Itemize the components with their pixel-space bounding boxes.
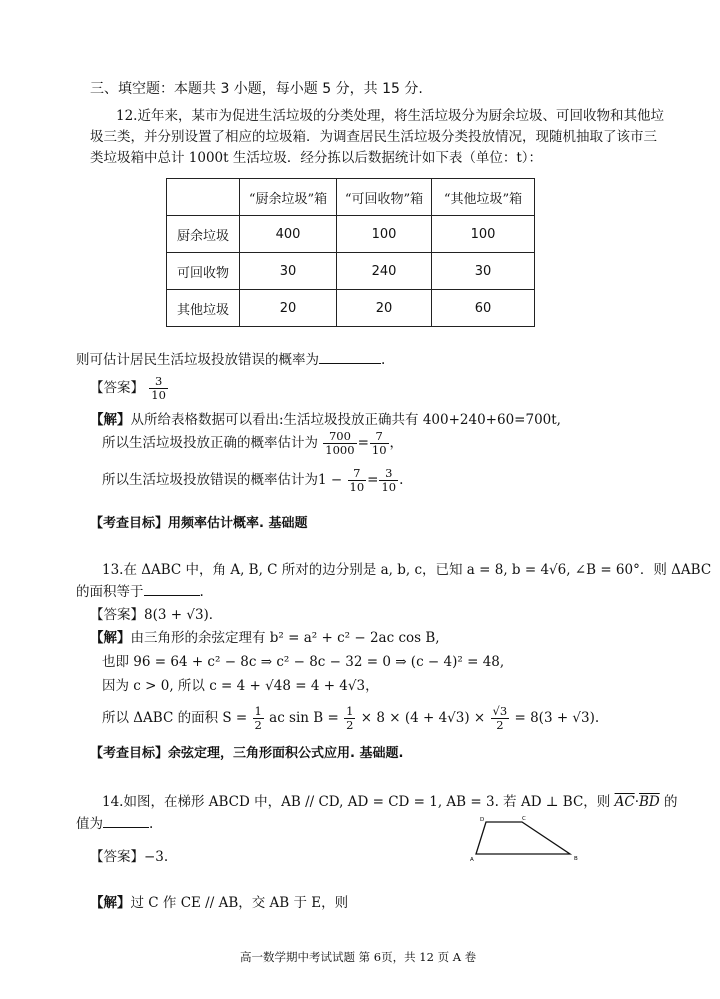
fraction: [344, 705, 355, 732]
q13-line2: [76, 580, 204, 600]
table-cell: 400: [240, 216, 337, 253]
solution-text: 所以生活垃圾投放错误的概率估计为: [102, 472, 318, 488]
solution-text: 所以 ΔABC 的面积 S =: [102, 710, 248, 726]
table-header-cell: “厨余垃圾”箱: [240, 179, 337, 216]
table-cell: 100: [337, 216, 432, 253]
vector-ac: $\overline{AC}$: [614, 794, 635, 810]
fraction: [491, 705, 510, 732]
fraction: [253, 705, 264, 732]
solution-text: 所以生活垃圾投放正确的概率估计为: [102, 435, 318, 451]
q12-line3: 类垃圾箱中总计 1000t 生活垃圾．经分拣以后数据统计如下表（单位：t）：: [90, 150, 543, 166]
fraction-denominator: 10: [349, 480, 365, 494]
q12-data-table: [166, 178, 535, 327]
q12-target: 【考查目标】用频率估计概率. 基础题: [90, 516, 308, 531]
vector-bd: $\overline{BD}$: [638, 794, 660, 810]
section-header: 三、填空题：本题共 3 小题，每小题 5 分，共 15 分.: [90, 81, 423, 97]
answer-tag: 【答案】: [90, 607, 144, 623]
fraction-denominator: 10: [381, 480, 397, 494]
fraction-numerator: 700: [323, 430, 356, 444]
math-term: = 8(3 + √3).: [514, 710, 600, 726]
table-cell: 30: [432, 253, 535, 290]
table-row: [167, 216, 535, 253]
table-header-cell: [167, 179, 240, 216]
fraction: [323, 430, 356, 457]
answer-value: 8(3 + √3)．: [144, 607, 223, 623]
fraction-denominator: 2: [254, 718, 262, 732]
table-cell: 其他垃圾: [167, 290, 240, 327]
q12-solution-line3: [102, 467, 403, 494]
fraction-denominator: 10: [371, 443, 387, 457]
fraction-denominator: 1000: [325, 443, 355, 457]
question-text: 的面积等于: [76, 584, 144, 600]
punctuation: .: [149, 816, 154, 832]
table-cell: 20: [240, 290, 337, 327]
q14-solution-line1: [90, 891, 348, 911]
question-text: 的: [664, 794, 678, 810]
q12-question-text: 则可估计居民生活垃圾投放错误的概率为: [76, 352, 319, 368]
q12-solution-line1: [90, 408, 561, 428]
dot-operator: ·: [634, 794, 639, 810]
answer-blank: [103, 827, 149, 828]
vertex-label-d: D: [480, 817, 485, 823]
math-term: 1 −: [318, 472, 343, 488]
q13-solution-line2: 也即 96 = 64 + c² − 8c ⇒ c² − 8c − 32 = 0 ⇒ (c − 4)² = 48,: [102, 654, 505, 670]
equals-sign: =: [367, 472, 379, 488]
table-cell: 240: [337, 253, 432, 290]
fraction: [348, 467, 367, 494]
fraction-numerator: 1: [254, 704, 262, 718]
fraction-denominator: 2: [346, 718, 354, 732]
table-cell: 20: [337, 290, 432, 327]
q12-line1: 12.近年来，某市为促进生活垃圾的分类处理，将生活垃圾分为厨余垃圾、可回收物和其他垃: [116, 108, 664, 124]
q14-line2: [76, 812, 153, 832]
answer-tag: 【答案】: [90, 849, 144, 865]
q14-line1: [102, 790, 678, 810]
fraction-numerator: 3: [379, 467, 398, 481]
answer-fraction: [149, 375, 168, 402]
solution-text: 过 C 作 CE // AB，交 AB 于 E，则: [130, 895, 349, 911]
fraction: [379, 467, 398, 494]
fraction-numerator: 1: [346, 704, 354, 718]
answer-value: −3.: [144, 849, 169, 865]
q13-target: 【考查目标】余弦定理，三角形面积公式应用. 基础题.: [90, 746, 404, 761]
fraction-denominator: 2: [496, 718, 504, 732]
trapezoid-outline: [476, 822, 570, 854]
answer-blank: [144, 595, 200, 596]
fraction-numerator: 7: [370, 430, 389, 444]
q13-solution-line4: [102, 705, 599, 732]
vertex-label-c: C: [522, 816, 526, 822]
table-cell: 60: [432, 290, 535, 327]
table-header-cell: “可回收物”箱: [337, 179, 432, 216]
q13-answer: [90, 603, 222, 623]
math-term: × 8 × (4 + 4√3) ×: [360, 710, 486, 726]
answer-blank: [319, 363, 381, 364]
page-footer: 高一数学期中考试试题 第 6页，共 12 页 A 卷: [240, 950, 477, 964]
math-term: ac sin B =: [269, 710, 339, 726]
table-cell: 30: [240, 253, 337, 290]
punctuation: ，: [389, 435, 404, 451]
vertex-label-a: A: [470, 857, 474, 863]
table-header-cell: “其他垃圾”箱: [432, 179, 535, 216]
answer-tag: 【答案】: [90, 380, 144, 396]
q13-solution-line1: [90, 626, 440, 646]
table-row: [167, 253, 535, 290]
q12-answer: [90, 375, 169, 402]
q13-line1: 13.在 ΔABC 中，角 A, B, C 所对的边分别是 a, b, c，已知 a = 8, b = 4√6, ∠B = 60°．则 ΔABC: [102, 562, 712, 578]
fraction-numerator: 3: [149, 375, 168, 389]
question-text: 14.如图，在梯形 ABCD 中，AB // CD, AD = CD = 1, AB = 3. 若 AD ⊥ BC，则: [102, 794, 611, 810]
q13-solution-line3: 因为 c > 0, 所以 c = 4 + √48 = 4 + 4√3，: [102, 678, 379, 694]
solution-tag: 【解】: [90, 895, 131, 911]
fraction-denominator: 10: [151, 388, 166, 402]
solution-tag: 【解】: [90, 412, 131, 428]
punctuation: .: [399, 472, 404, 488]
table-row: [167, 290, 535, 327]
table-header-row: [167, 179, 535, 216]
table-cell: 可回收物: [167, 253, 240, 290]
q12-solution-line2: [102, 430, 403, 457]
trapezoid-figure: [470, 812, 590, 868]
equals-sign: =: [357, 435, 369, 451]
solution-tag: 【解】: [90, 630, 131, 646]
solution-text: 从所给表格数据可以看出:生活垃圾投放正确共有 400+240+60=700t,: [130, 412, 561, 428]
q12-question: [76, 348, 385, 368]
fraction-numerator: 7: [348, 467, 367, 481]
table-cell: 厨余垃圾: [167, 216, 240, 253]
q12-line2: 圾三类，并分别设置了相应的垃圾箱．为调查居民生活垃圾分类投放情况，现随机抽取了该市三: [90, 129, 657, 145]
fraction-numerator: √3: [492, 704, 508, 718]
table-cell: 100: [432, 216, 535, 253]
vertex-label-b: B: [574, 856, 578, 862]
q14-answer: [90, 845, 168, 865]
fraction: [370, 430, 389, 457]
question-text: 值为: [76, 816, 103, 832]
solution-text: 由三角形的余弦定理有 b² = a² + c² − 2ac cos B,: [130, 630, 440, 646]
punctuation: .: [199, 584, 204, 600]
q12-question-end: .: [381, 352, 386, 368]
